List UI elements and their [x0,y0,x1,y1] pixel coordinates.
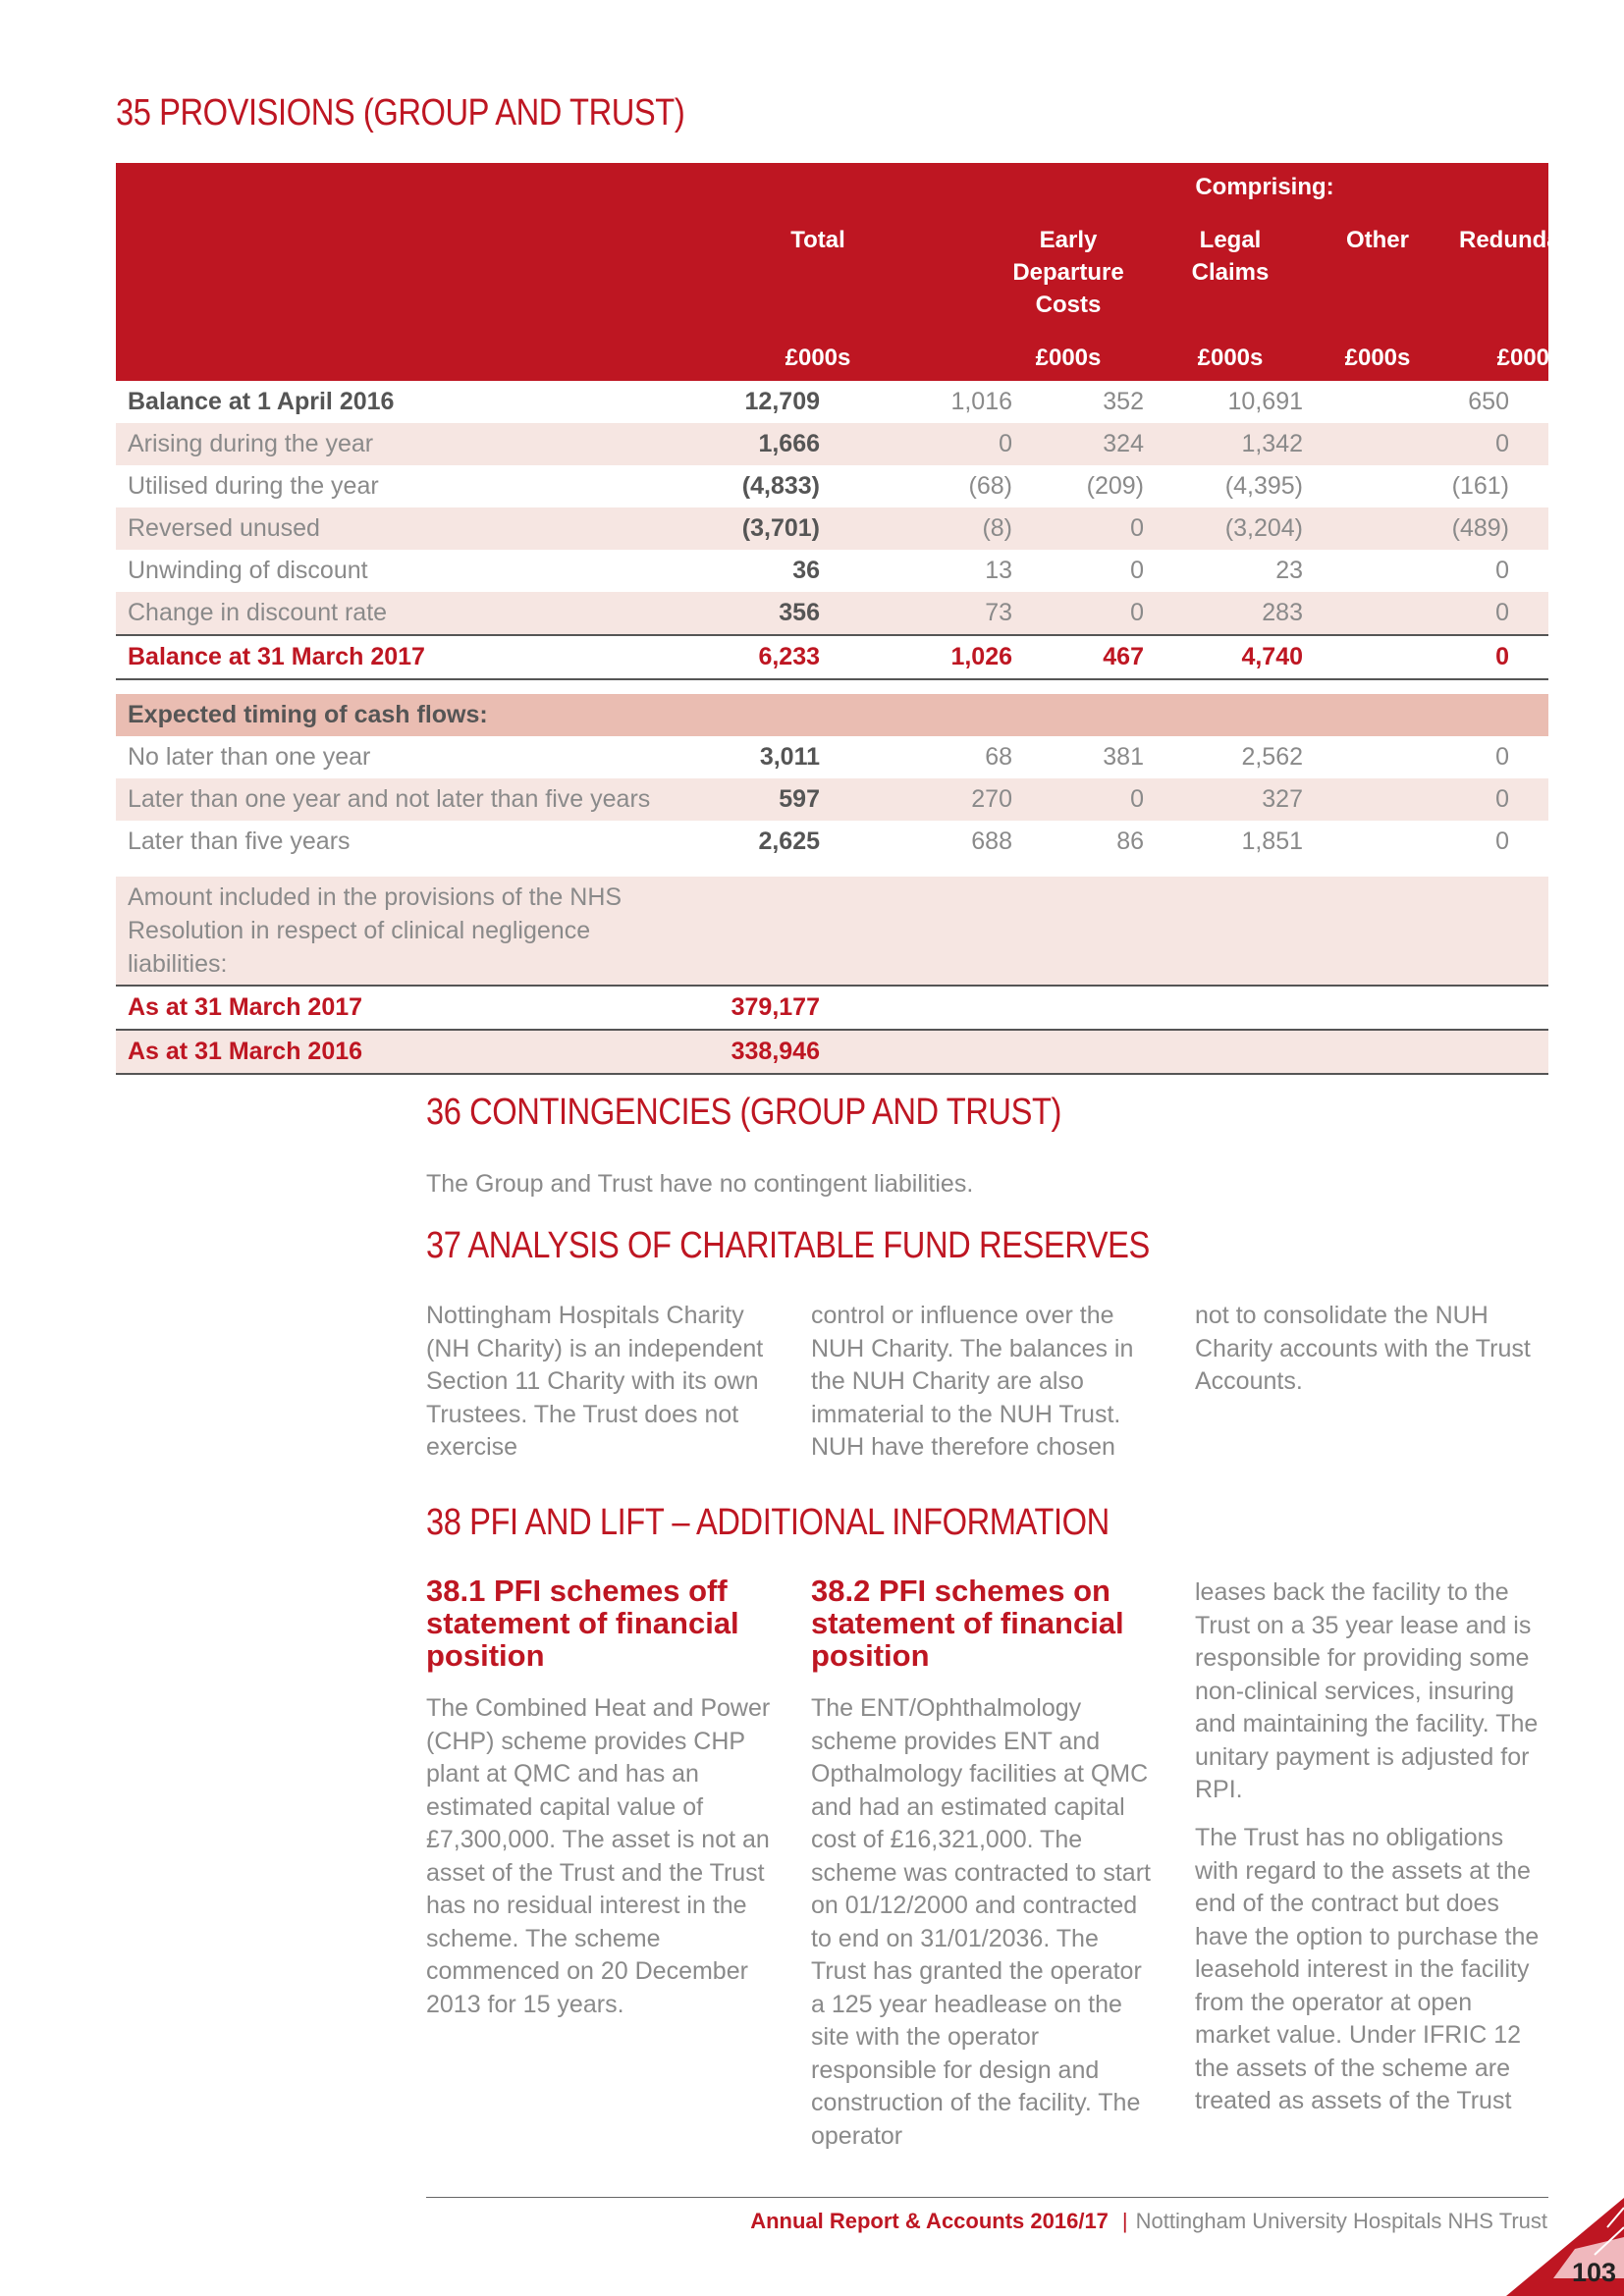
timing-section-header: Expected timing of cash flows: [116,694,1548,736]
provisions-table [116,163,1601,1075]
section-36-body: The Group and Trust have no contingent liabilities. [426,1170,974,1198]
table-row: Change in discount rate 356 73 0 283 0 [116,592,1548,634]
unit-redundancy: £000s [1496,345,1563,371]
table-row-nhs-2016: As at 31 March 2016 338,946 [116,1029,1548,1075]
col-header-early-departure: Early Departure Costs [1012,227,1124,318]
section-35-title: 35 PROVISIONS (GROUP AND TRUST) [116,92,685,133]
footer-report-title: Annual Report & Accounts 2016/17 [750,2209,1109,2233]
footer-organisation: Nottingham University Hospitals NHS Trust [1135,2209,1547,2233]
col-header-other: Other [1345,227,1409,253]
table-row-total: Balance at 31 March 2017 6,233 1,026 467 4,740 0 [116,634,1548,680]
col-header-redundancy: Redundancy [1458,227,1601,253]
section-38-title: 38 PFI AND LIFT – ADDITIONAL INFORMATION [426,1502,1110,1543]
unit-other: £000s [1344,345,1411,371]
subsection-38-2-continued-1: leases back the facility to the Trust on a 35 year lease and is responsible for providing some non-clinical services, insuring and maintaining the facility. The unitary payment is adjusted for RPI. [1195,1578,1539,1803]
subsection-38-1-body: The Combined Heat and Power (CHP) scheme provides CHP plant at QMC and has an estimated capital value of £7,300,000. The asset is not an asset of the Trust and the Trust has no residual interest in the scheme. The scheme commenced on 20 December 2013 for 15 years. [426,1694,771,2018]
unit-total: £000s [785,345,851,371]
table-row-nhs-2017: As at 31 March 2017 379,177 [116,985,1548,1029]
subsection-38-1-title: 38.1 PFI schemes off statement of financial position [426,1574,739,1673]
col-header-legal-claims: Legal Claims [1191,227,1270,286]
section-36-title: 36 CONTINGENCIES (GROUP AND TRUST) [426,1092,1061,1133]
table-row: Later than five years 2,625 688 86 1,851 0 [128,828,1509,855]
table-row: Unwinding of discount 36 13 0 23 0 [128,557,1509,584]
page-number: 103 [1571,2258,1616,2287]
section-37-col2: control or influence over the NUH Charity. The balances in the NUH Charity are also immaterial to the NUH Trust. NUH have therefore chosen [811,1302,1134,1461]
table-row: Reversed unused (3,701) (8) 0 (3,204) (489) [116,507,1548,550]
footer-divider [426,2197,1548,2198]
table-row: Later than one year and not later than five years 597 270 0 327 0 [116,778,1548,821]
table-header [116,163,1601,381]
comprising-label: Comprising: [1195,174,1334,200]
subsection-38-2-continued-2: The Trust has no obligations with regard to the assets at the end of the contract but does have the option to purchase the leasehold interest in the facility from the operator at open market value. Under IFRIC 12 the assets of the scheme are treated as assets of the Trust [1195,1824,1540,2114]
unit-legal: £000s [1197,345,1264,371]
footer-separator: | [1121,2209,1128,2233]
col-header-total: Total [790,227,845,253]
table-row: Balance at 1 April 2016 12,709 1,016 352 10,691 650 [128,388,1509,415]
footer [750,2209,1547,2234]
subsection-38-2-title: 38.2 PFI schemes on statement of financial position [811,1574,1124,1673]
section-37-col1: Nottingham Hospitals Charity (NH Charity) is an independent Section 11 Charity with its own Trustees. The Trust does not exercise [426,1302,764,1461]
table-row: Arising during the year 1,666 0 324 1,342 0 [116,423,1548,465]
section-37-col3: not to consolidate the NUH Charity accounts with the Trust Accounts. [1195,1302,1531,1395]
nhs-resolution-note: Amount included in the provisions of the NHS Resolution in respect of clinical negligence liabilities: [116,877,1548,985]
table-row: No later than one year 3,011 68 381 2,562 0 [128,743,1509,771]
subsection-38-2-body: The ENT/Ophthalmology scheme provides ENT and Opthalmology facilities at QMC and had an estimated capital cost of £16,321,000. The scheme was contracted to start on 01/12/2000 and contracted to end on 31/01/2036. The Trust has granted the operator a 125 year headlease on the site with the operator responsible for design and construction of the facility. The operator [811,1694,1151,2150]
section-37-title: 37 ANALYSIS OF CHARITABLE FUND RESERVES [426,1225,1150,1266]
table-row: Utilised during the year (4,833) (68) (209) (4,395) (161) [128,472,1509,500]
unit-early: £000s [1035,345,1102,371]
